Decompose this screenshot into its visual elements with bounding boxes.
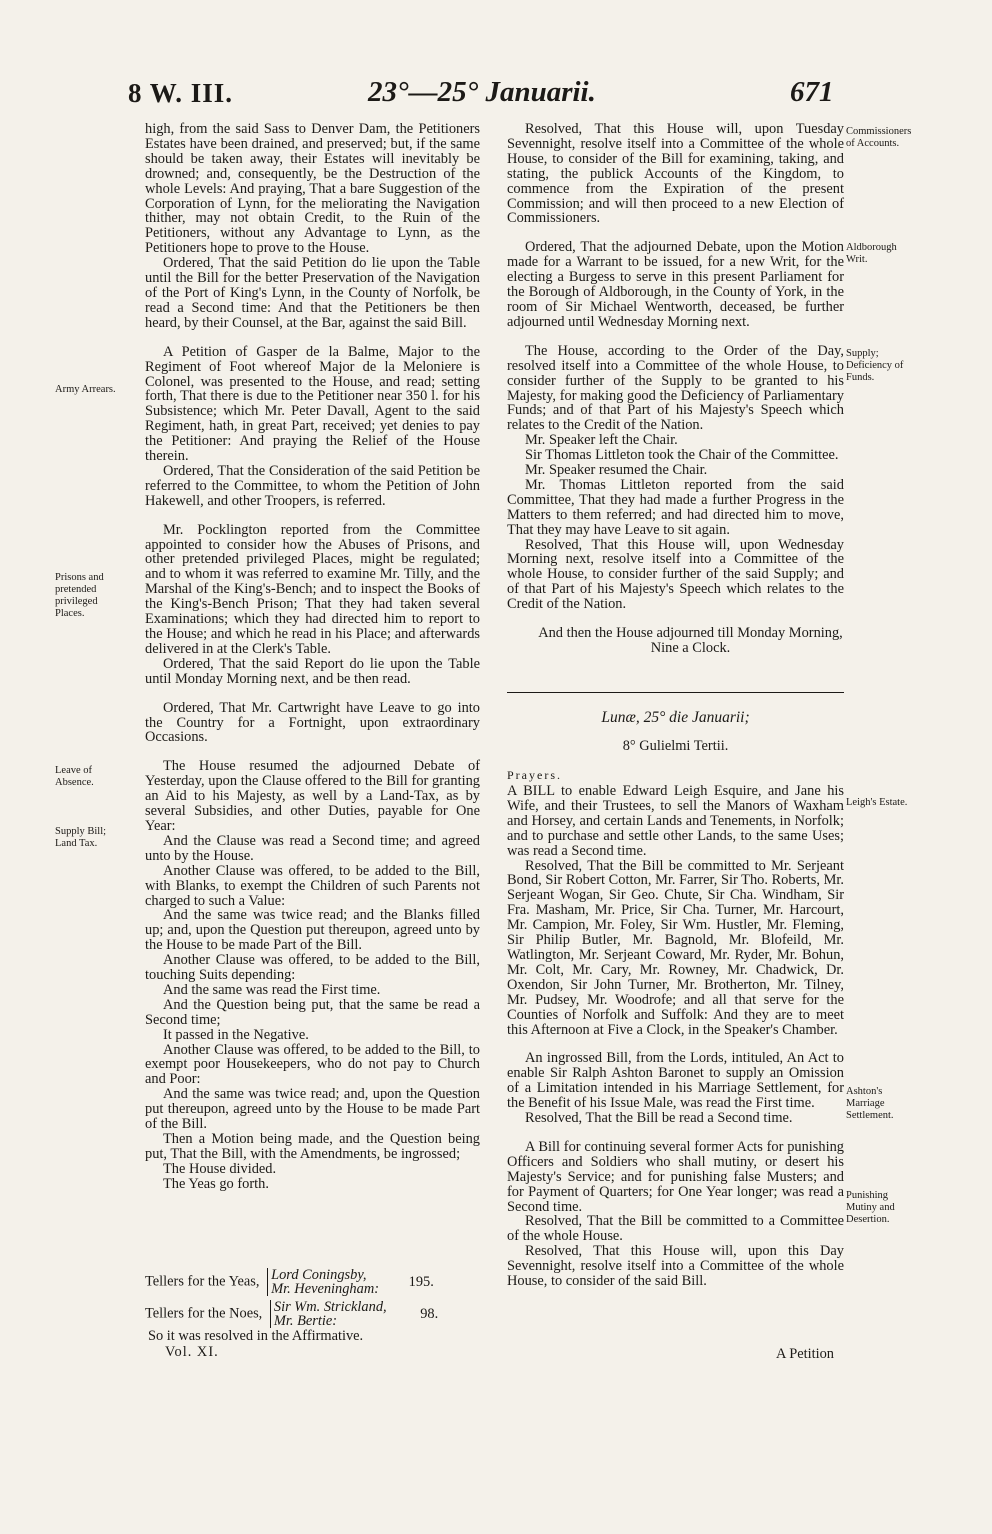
- date-header: 23°—25° Januarii.: [368, 76, 596, 108]
- paragraph: A BILL to enable Edward Leigh Esquire, and Jane his Wife, and their Trustees, to sell the Manors of Waxham and Horsey, and certain Lands and Tenements, in Norfolk; and to purchase and settle other Lands, to the same Uses; was read a Second time.: [507, 783, 844, 859]
- margin-note-leave-of-absence: Leave of Absence.: [55, 765, 94, 788]
- paragraph: Ordered, That the Consideration of the said Petition be referred to the Committee, to whom the Petition of John Hakewell, and other Troopers, is referred.: [145, 462, 480, 509]
- tellers-noes: [145, 1300, 438, 1328]
- margin-note-supply-deficiency: Supply; Deficiency of Funds.: [846, 348, 904, 383]
- catchword: A Petition: [776, 1346, 834, 1362]
- paragraph: Ordered, That Mr. Cartwright have Leave to go into the Country for a Fortnight, upon extraordinary Occasions.: [145, 699, 480, 746]
- paragraph: Then a Motion being made, and the Question being put, That the Bill, with the Amendments, be ingrossed;: [145, 1131, 480, 1162]
- paragraph: The House divided.: [163, 1160, 277, 1177]
- page-number: 671: [790, 76, 834, 108]
- margin-note-leighs-estate: Leigh's Estate.: [846, 797, 908, 808]
- paragraph: A Bill for continuing several former Acts for punishing Officers and Soldiers who shall mutiny, or desert his Majesty's Service; and for punishing false Musters; and for Payment of Quarters; for One Year longer; was read a Second time.: [507, 1138, 844, 1215]
- regnal-year-header: 8 W. III.: [128, 78, 234, 108]
- paragraph: Resolved, That this House will, upon this Day Sevennight, resolve itself into a Committee of the whole House, to consider of the said Bill.: [507, 1243, 844, 1290]
- teller-name: Sir Wm. Strickland,: [273, 1299, 387, 1315]
- noes-count: 98.: [420, 1305, 439, 1322]
- paragraph: Another Clause was offered, to be added to the Bill, touching Suits depending:: [145, 952, 480, 984]
- paragraph: Resolved, That this House will, upon Wednesday Morning next, resolve itself into a Committee of the whole House, to consider further of the said Supply; and of that Part of his Majesty's Speech which relates to the Credit of the Nation.: [507, 536, 844, 613]
- margin-note-mutiny: Punishing Mutiny and Desertion.: [846, 1190, 895, 1225]
- margin-note-prisons: Prisons and pretended privileged Places.: [55, 572, 104, 619]
- volume-label: Vol. XI.: [165, 1344, 219, 1360]
- paragraph: Ordered, That the said Petition do lie upon the Table until the Bill for the better Preservation of the Navigation of the Port of King's Lynn, in the County of Norfolk, be read a Second time: And that the Petitioners be then heard, by their Counsel, at the Bar, against the said Bill.: [145, 255, 480, 331]
- paragraph: Another Clause was offered, to be added to the Bill, to exempt poor Housekeepers, who do not pay to Church and Poor:: [145, 1041, 480, 1088]
- paragraph: Ordered, That the said Report do lie upon the Table until Monday Morning next, and be then read.: [145, 655, 480, 687]
- right-column-lower: [507, 784, 844, 1289]
- tellers-noes-label: Tellers for the Noes,: [145, 1305, 263, 1322]
- paragraph: And the Question being put, that the same be read a Second time;: [145, 996, 480, 1028]
- paragraph: And the same was read the First time.: [163, 981, 381, 998]
- paragraph: Resolved, That the Bill be committed to a Committee of the whole House.: [507, 1213, 844, 1245]
- paragraph: Another Clause was offered, to be added to the Bill, with Blanks, to exempt the Children of such Parents not charged to such a Value:: [145, 862, 480, 909]
- paragraph: The House resumed the adjourned Debate of Yesterday, upon the Clause offered to the Bill for granting an Aid to his Majesty, as well by a Land-Tax, as by several Subsidies, and other Duties, payable for One Year:: [145, 758, 480, 834]
- day-heading: Lunæ, 25° die Januarii;: [601, 709, 750, 726]
- paragraph: Mr. Pocklington reported from the Committee appointed to consider how the Abuses of Prisons, and other pretended privileged Places, might be regulated; and to whom it was referred to examine Mr. Tilly, and the Marshal of the King's-Bench; and to inspect the Books of the King's-Bench Prison; That they had taken several Examinations; which they had directed him to report to the House; and which he read in his Place; and afterwards delivered in at the Clerk's Table.: [145, 521, 480, 657]
- paragraph: The House, according to the Order of the Day, resolved itself into a Committee of the whole House, to consider further of the Supply to be granted to his Majesty, for making good the Deficiency of Parliamentary Funds; and of that Part of his Majesty's Speech which relates to the Credit of the Nation.: [507, 342, 844, 434]
- tellers-yeas-label: Tellers for the Yeas,: [145, 1273, 260, 1290]
- paragraph: Sir Thomas Littleton took the Chair of the Committee.: [525, 447, 839, 464]
- paragraph: A Petition of Gasper de la Balme, Major to the Regiment of Foot whereof Major de la Meloniere is Colonel, was presented to the House, and read; setting forth, That there is due to the Petitioner near 350 l. for his Subsistence; which Mr. Peter Davall, Agent to the said Regiment, hath, in great Part, received; yet denies to pay the Petitioner: And praying the Relief of the House therein.: [145, 343, 480, 465]
- prayers-heading: Prayers.: [507, 768, 562, 782]
- teller-name: Mr. Heveningham:: [271, 1281, 380, 1297]
- teller-name: Mr. Bertie:: [273, 1313, 338, 1329]
- margin-note-aldborough: Aldborough Writ.: [846, 242, 897, 265]
- left-column: [145, 122, 480, 1192]
- section-divider: [507, 692, 844, 693]
- paragraph: It passed in the Negative.: [163, 1026, 309, 1043]
- paragraph: The Yeas go forth.: [163, 1175, 269, 1192]
- adjournment: And then the House adjourned till Monday Morning, Nine a Clock.: [538, 625, 843, 656]
- division-result: So it was resolved in the Affirmative.: [148, 1328, 364, 1344]
- paragraph: And the Clause was read a Second time; and agreed unto by the House.: [145, 832, 480, 864]
- paragraph: Mr. Thomas Littleton reported from the said Committee, That they had made a further Progress in the Matters to them referred; and had directed him to move, That they may have Leave to sit again.: [507, 476, 844, 538]
- margin-note-ashton: Ashton's Marriage Settlement.: [846, 1086, 894, 1121]
- paragraph: And the same was twice read; and the Blanks filled up; and, upon the Question put thereupon, agreed unto by the House to be made Part of the Bill.: [145, 907, 480, 954]
- regnal-line: 8° Gulielmi Tertii.: [622, 738, 729, 754]
- margin-note-supply-bill: Supply Bill; Land Tax.: [55, 826, 107, 849]
- paragraph: high, from the said Sass to Denver Dam, the Petitioners Estates have been drained, and preserved; but, if the same should be taken away, their Estates will inevitably be drowned; and, consequently, be the Destruction of the whole Levels: And praying, That a bare Suggestion of the Corporation of Lynn, for the meliorating the Navigation thither, may not obtain Credit, to the Ruin of the Petitioners, without any Advantage to Lynn, as the Petitioners hope to prove to the House.: [145, 121, 480, 257]
- teller-name: Lord Coningsby,: [271, 1267, 367, 1283]
- right-column: [507, 122, 844, 656]
- paragraph: Resolved, That this House will, upon Tuesday Sevennight, resolve itself into a Committee of the whole House, to consider of the Bill for examining, taking, and stating, the publick Accounts of the Kingdom, to commence from the Expiration of the present Commission; and will then proceed to a new Election of Commissioners.: [507, 121, 844, 227]
- margin-note-commissioners: Commissioners of Accounts.: [846, 126, 912, 149]
- paragraph: Ordered, That the adjourned Debate, upon the Motion made for a Warrant to be issued, for a new Writ, for the electing a Burgess to serve in this present Parliament for the Borough of Aldborough, in the County of York, in the room of Sir Michael Wentworth, deceased, be further adjourned until Wednesday Morning next.: [507, 239, 844, 330]
- paragraph: Mr. Speaker resumed the Chair.: [525, 462, 708, 479]
- paragraph: Mr. Speaker left the Chair.: [525, 432, 678, 449]
- margin-note-army-arrears: Army Arrears.: [55, 384, 116, 395]
- yeas-count: 195.: [408, 1273, 434, 1290]
- paragraph: An ingrossed Bill, from the Lords, intituled, An Act to enable Sir Ralph Ashton Baronet to supply an Omission of a Limitation intended in his Marriage Settlement, for the Benefit of his Issue Male, was read the First time.: [507, 1050, 844, 1112]
- tellers-yeas: [145, 1268, 434, 1296]
- paragraph: Resolved, That the Bill be committed to Mr. Serjeant Bond, Sir Robert Cotton, Mr. Farrer, Sir Tho. Roberts, Mr. Serjeant Wogan, Sir Geo. Chute, Sir Cha. Windham, Sir Fra. Masham, Mr. Price, Sir Cha. Turner, Mr. Harcourt, Mr. Campion, Mr. Foley, Sir Wm. Hustler, Mr. Fleming, Sir Philip Butler, Mr. Bagnold, Mr. Blofeild, Mr. Watlington, Mr. Serjeant Coward, Mr. Ryder, Mr. Bohun, Mr. Colt, Mr. Cary, Mr. Rowney, Mr. Chadwick, Dr. Oxendon, Sir John Turner, Mr. Brotherton, Mr. Tilney, Mr. Pudsey, Mr. Woodrofe; and all that serve for the Counties of Norfolk and Suffolk: And they are to meet this Afternoon at Five a Clock, in the Speaker's Chamber.: [507, 857, 844, 1038]
- paragraph: Resolved, That the Bill be read a Second time.: [525, 1110, 793, 1127]
- paragraph: And the same was twice read; and, upon the Question put thereupon, agreed unto by the House to be made Part of the Bill.: [145, 1086, 480, 1133]
